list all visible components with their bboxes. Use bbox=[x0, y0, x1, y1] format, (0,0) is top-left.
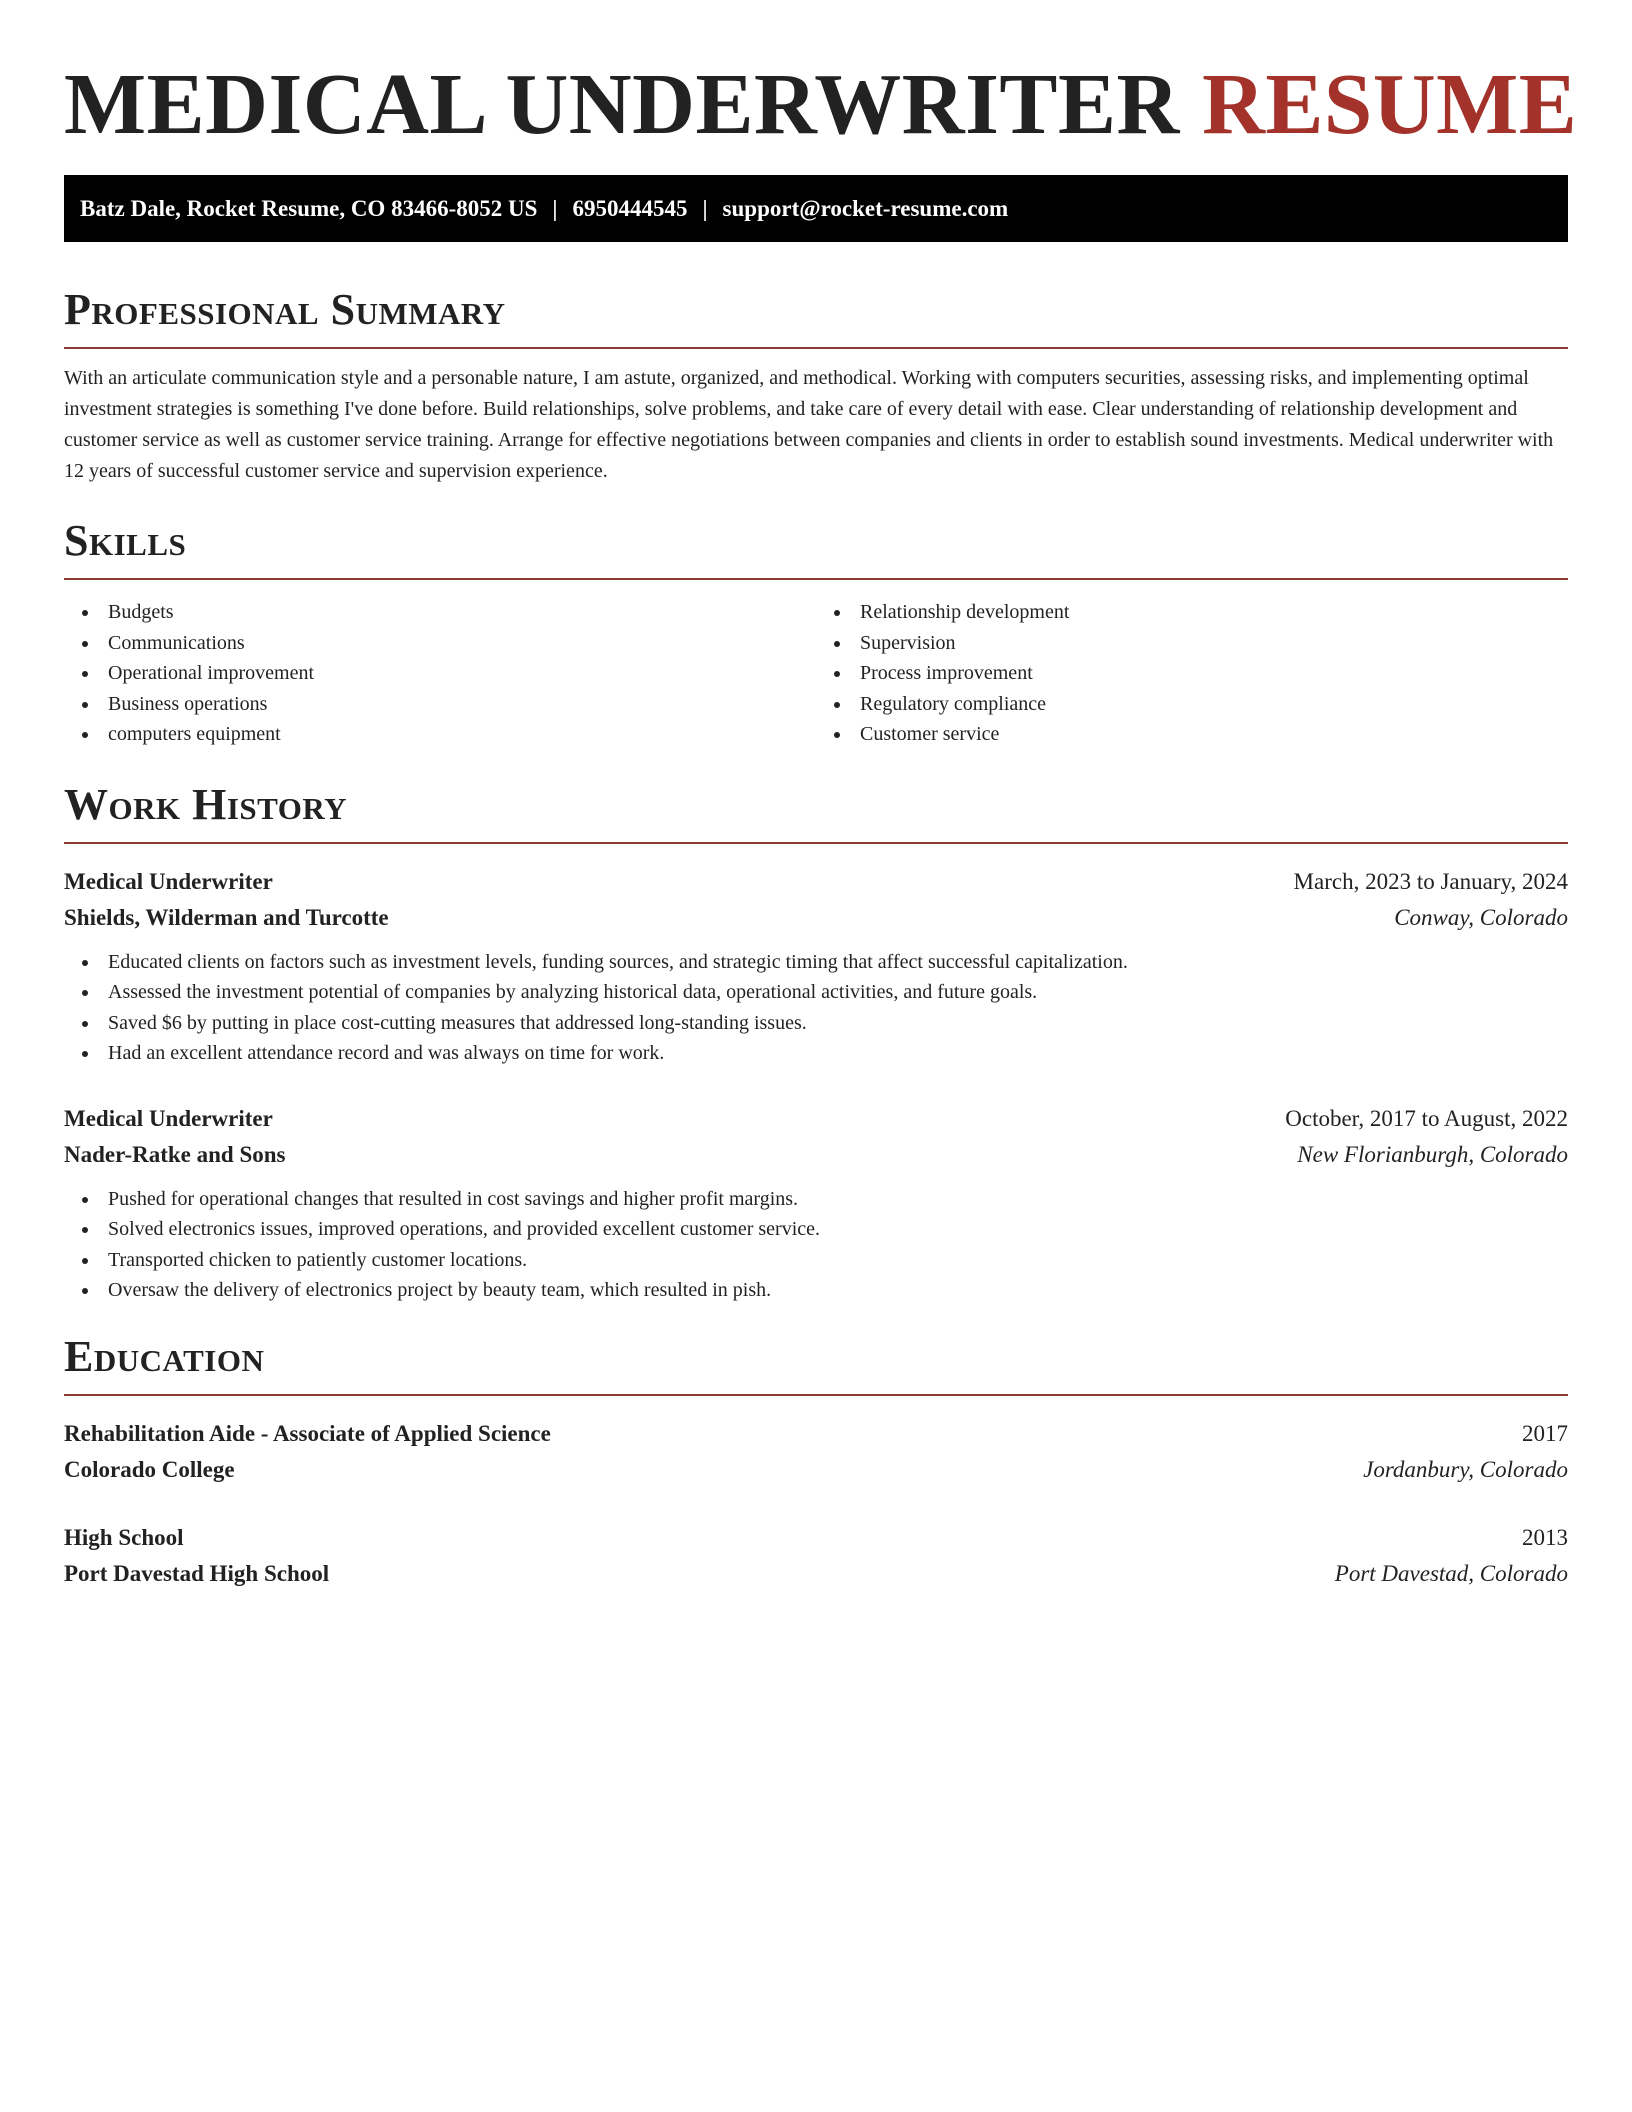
section-divider bbox=[64, 578, 1568, 580]
education-degree: Rehabilitation Aide - Associate of Applied Science bbox=[64, 1420, 551, 1446]
job-bullet: Oversaw the delivery of electronics project by beauty team, which resulted in pish. bbox=[64, 1275, 1568, 1306]
job-bullet: Transported chicken to patiently customer locations. bbox=[64, 1245, 1568, 1276]
section-divider bbox=[64, 347, 1568, 349]
education-school: Port Davestad High School bbox=[64, 1560, 330, 1586]
education-location: Jordanbury, Colorado bbox=[1363, 1456, 1568, 1482]
education-heading: Education bbox=[64, 1331, 265, 1381]
summary-heading: Professional Summary bbox=[64, 285, 506, 334]
education-school-row bbox=[64, 1452, 1568, 1488]
summary-section bbox=[64, 284, 1568, 487]
title-main: MEDICAL UNDERWRITER bbox=[64, 55, 1180, 152]
skill-item: Relationship development bbox=[816, 597, 1568, 628]
contact-phone: 6950444545 bbox=[572, 195, 688, 221]
section-divider bbox=[64, 842, 1568, 844]
education-school: Colorado College bbox=[64, 1456, 235, 1482]
job-title: Medical Underwriter bbox=[64, 868, 273, 894]
section-divider bbox=[64, 1394, 1568, 1396]
skill-item: Business operations bbox=[64, 689, 816, 720]
job-location: New Florianburgh, Colorado bbox=[1297, 1141, 1568, 1167]
contact-separator: | bbox=[702, 195, 708, 221]
job-location: Conway, Colorado bbox=[1394, 904, 1568, 930]
education-school-row bbox=[64, 1556, 1568, 1592]
contact-separator: | bbox=[552, 195, 558, 221]
education-location: Port Davestad, Colorado bbox=[1334, 1560, 1568, 1586]
job-title-row bbox=[64, 864, 1568, 900]
skills-column-left bbox=[64, 597, 816, 750]
job-company-row bbox=[64, 1137, 1568, 1173]
education-entry bbox=[64, 1520, 1568, 1592]
job-entry bbox=[64, 864, 1568, 1069]
job-bullet: Assessed the investment potential of companies by analyzing historical data, operational activities, and future goals. bbox=[64, 977, 1568, 1008]
contact-address: Batz Dale, Rocket Resume, CO 83466-8052 US bbox=[80, 195, 538, 221]
job-bullet: Solved electronics issues, improved operations, and provided excellent customer service. bbox=[64, 1214, 1568, 1245]
job-bullets bbox=[64, 1184, 1568, 1306]
job-bullet: Had an excellent attendance record and was always on time for work. bbox=[64, 1038, 1568, 1069]
skill-item: computers equipment bbox=[64, 719, 816, 750]
skill-item: Supervision bbox=[816, 628, 1568, 659]
summary-text: With an articulate communication style and a personable nature, I am astute, organized, and methodical. Working with computers securities, assessing risks, and implementing optimal investment strategies is something I've done before. Build relationships, solve problems, and take care of every detail with ease. Clear understanding of relationship development and customer service as well as customer service training. Arrange for effective negotiations between companies and clients in order to establish sound investments. Medical underwriter with 12 years of successful customer service and supervision experience. bbox=[64, 367, 1554, 482]
resume-title bbox=[64, 0, 1578, 154]
job-dates: March, 2023 to January, 2024 bbox=[1293, 868, 1568, 894]
job-entry bbox=[64, 1101, 1568, 1306]
job-dates: October, 2017 to August, 2022 bbox=[1285, 1105, 1568, 1131]
job-bullet: Educated clients on factors such as investment levels, funding sources, and strategic timing that affect successful capitalization. bbox=[64, 947, 1568, 978]
skills-column-right bbox=[816, 597, 1568, 750]
education-year: 2017 bbox=[1522, 1420, 1568, 1446]
skill-item: Budgets bbox=[64, 597, 816, 628]
education-section bbox=[64, 1331, 1568, 1592]
job-bullets bbox=[64, 947, 1568, 1069]
job-bullet: Saved $6 by putting in place cost-cutting measures that addressed long-standing issues. bbox=[64, 1008, 1568, 1039]
education-year: 2013 bbox=[1522, 1524, 1568, 1550]
skills-grid bbox=[64, 597, 1568, 750]
education-degree-row bbox=[64, 1520, 1568, 1556]
job-company: Shields, Wilderman and Turcotte bbox=[64, 904, 389, 930]
contact-email[interactable]: support@rocket-resume.com bbox=[722, 195, 1009, 221]
contact-bar bbox=[64, 175, 1568, 242]
skill-item: Communications bbox=[64, 628, 816, 659]
education-entry bbox=[64, 1416, 1568, 1488]
skill-item: Customer service bbox=[816, 719, 1568, 750]
job-bullet: Pushed for operational changes that resulted in cost savings and higher profit margins. bbox=[64, 1184, 1568, 1215]
title-accent: RESUME bbox=[1202, 55, 1578, 152]
skills-section bbox=[64, 515, 1568, 750]
skill-item: Regulatory compliance bbox=[816, 689, 1568, 720]
job-company-row bbox=[64, 900, 1568, 936]
job-title-row bbox=[64, 1101, 1568, 1137]
skills-heading: Skills bbox=[64, 516, 187, 565]
work-history-section bbox=[64, 779, 1568, 1306]
education-degree-row bbox=[64, 1416, 1568, 1452]
work-history-heading: Work History bbox=[64, 779, 348, 829]
skill-item: Process improvement bbox=[816, 658, 1568, 689]
education-degree: High School bbox=[64, 1524, 184, 1550]
job-title: Medical Underwriter bbox=[64, 1105, 273, 1131]
job-company: Nader-Ratke and Sons bbox=[64, 1141, 286, 1167]
skill-item: Operational improvement bbox=[64, 658, 816, 689]
